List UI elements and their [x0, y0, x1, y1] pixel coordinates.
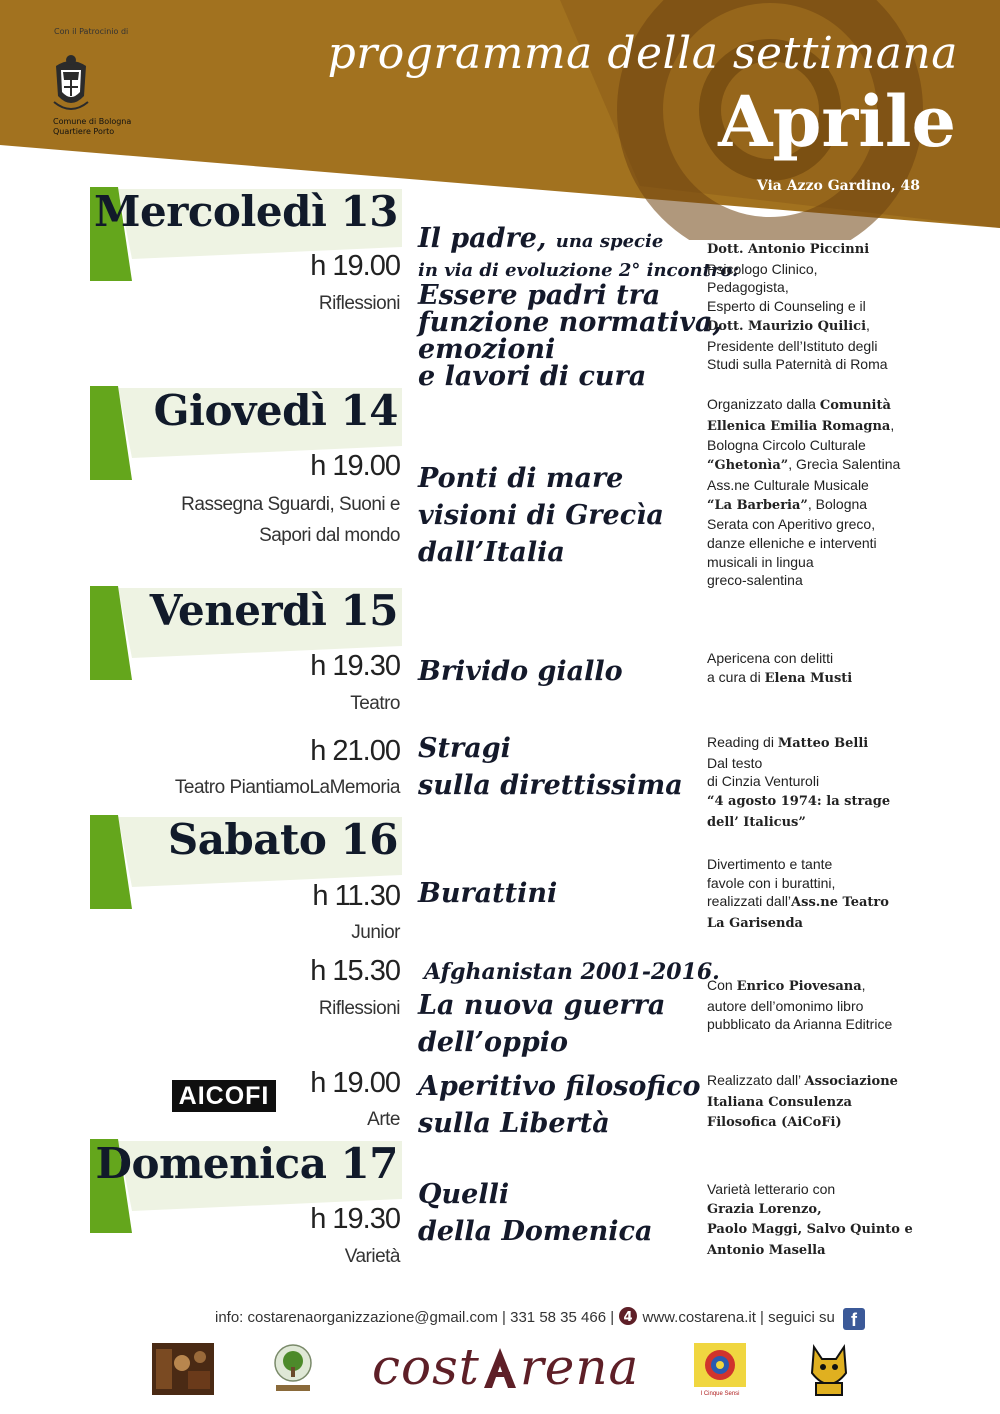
costarena-brand [372, 1338, 639, 1396]
day-label: Mercoledì 13 [94, 187, 398, 236]
event-info [707, 1071, 898, 1133]
comune-label [53, 117, 131, 137]
category-line: Rassegna Sguardi, Suoni e [181, 494, 400, 515]
day-label: Domenica 17 [95, 1139, 398, 1188]
event-title-line: Stragi [418, 733, 511, 764]
info-line: , [890, 416, 895, 433]
event-time: h 11.30 [312, 880, 400, 912]
info-line: Varietà letterario con [707, 1181, 836, 1197]
info-line: Bologna Circolo Culturale [707, 437, 866, 454]
event-title-line: della Domenica [418, 1216, 653, 1247]
info-line: Esperto di Counseling e il [707, 298, 866, 315]
svg-text:4: 4 [623, 1310, 633, 1325]
brand-a-icon [480, 1344, 520, 1392]
month-title: Aprile [718, 80, 956, 163]
info-line: Italiana Consulenza [707, 1094, 852, 1110]
info-line: Pedagogista, [707, 279, 789, 296]
page-title: programma della settimana [327, 28, 958, 79]
cat-mascot-logo-icon [806, 1343, 852, 1399]
info-line: Ass.ne Teatro [791, 895, 889, 911]
event-title-line: Brivido giallo [418, 656, 623, 687]
info-line: dell’ Italicus” [707, 814, 806, 830]
separator: | [502, 1309, 511, 1326]
event-category [181, 489, 400, 551]
info-line: Serata con Aperitivo greco, [707, 516, 876, 533]
event-title-line: emozioni [418, 334, 556, 365]
patronage-label: Con il Patrocinio di [54, 27, 129, 36]
info-line: Realizzato dall’ [707, 1072, 801, 1088]
cinque-sensi-logo [694, 1343, 746, 1397]
info-line: Enrico Piovesana [736, 979, 862, 994]
info-line: Presidente dell’Istituto degli [707, 337, 878, 354]
partner-label: I Cinque Sensi [700, 1391, 740, 1397]
info-line: favole con i burattini, [707, 874, 836, 891]
event-title-line: visioni di Grecìa [418, 500, 664, 531]
painting-logo-icon [152, 1343, 214, 1395]
comune-name: Comune di Bologna [53, 117, 132, 126]
info-line: autore dell’omonimo libro [707, 997, 864, 1014]
day-label: Giovedì 14 [153, 386, 398, 435]
aicofi-logo [172, 1080, 276, 1112]
info-line: Reading di [707, 734, 774, 750]
separator: | [760, 1309, 769, 1326]
info-line: Paolo Maggi, Salvo Quinto e [707, 1222, 913, 1238]
event-title [418, 1068, 701, 1142]
info-line: Matteo Belli [777, 736, 869, 751]
event-title-line: una specie [555, 231, 664, 252]
info-line: Divertimento e tante [707, 856, 833, 872]
event-title [418, 653, 623, 690]
event-title-line: Il padre, [418, 223, 547, 254]
contact-phone: 331 58 35 466 [510, 1309, 607, 1326]
contact-email[interactable]: info: costarenaorganizzazione@gmail.com [215, 1309, 498, 1326]
social-label: seguici su [768, 1309, 835, 1326]
event-info [707, 395, 900, 590]
info-line: Con [707, 977, 733, 993]
event-title-line: funzione normativa, [418, 307, 722, 338]
info-line: Comunità [819, 398, 891, 413]
info-line: , [866, 316, 870, 333]
event-category: Arte [367, 1109, 400, 1130]
info-line: Associazione [804, 1074, 898, 1089]
info-line: , [861, 977, 866, 993]
info-line: Ellenica Emilia Romagna [707, 418, 891, 434]
info-line: La Garisenda [707, 916, 803, 932]
event-time: h 19.00 [310, 250, 400, 282]
event-title-line: Burattini [418, 878, 558, 909]
info-line: di Cinzia Venturoli [707, 773, 820, 790]
info-line: Psicologo Clinico, [707, 260, 818, 277]
footer-contacts [215, 1306, 865, 1330]
info-line: Studi sulla Paternità di Roma [707, 356, 888, 373]
quartiere-name: Quartiere Porto [53, 127, 115, 136]
event-info [707, 733, 890, 833]
info-line: Filosofica (AiCoFi) [707, 1115, 842, 1131]
aicofi-logo-text: AICOFI [178, 1082, 270, 1110]
event-time: h 15.30 [310, 955, 400, 987]
event-info [707, 239, 888, 374]
info-line: Dott. Antonio Piccinni [707, 242, 870, 257]
ancescao-logo-icon [270, 1343, 316, 1395]
brand-text: rena [519, 1338, 640, 1396]
event-category: Riflessioni [318, 293, 400, 314]
event-time: h 21.00 [310, 735, 400, 767]
category-line: Sapori dal mondo [259, 525, 400, 546]
info-line: Organizzato dalla [707, 396, 816, 412]
info-line: , Grecìa Salentina [788, 456, 901, 473]
info-line: Apericena con delitti [707, 650, 834, 666]
info-line: a cura di [707, 668, 761, 685]
event-time: h 19.30 [310, 650, 400, 682]
day-label: Venerdì 15 [149, 586, 398, 635]
event-category: Varietà [344, 1246, 400, 1267]
event-title-line: La nuova guerra [418, 990, 666, 1021]
bologna-crest-icon [50, 52, 92, 116]
event-title [418, 730, 683, 804]
event-title-line: in via di evoluzione 2° incontro: [418, 260, 740, 281]
venue-address: Via Azzo Gardino, 48 [756, 178, 920, 194]
separator: | [610, 1309, 619, 1326]
info-line: greco-salentina [707, 572, 803, 589]
info-line: danze elleniche e interventi [707, 534, 877, 551]
event-title-line: Afghanistan 2001-2016. [424, 959, 720, 985]
info-line: “Ghetonìa” [707, 458, 789, 474]
facebook-icon[interactable]: f [843, 1308, 865, 1330]
event-title-line: dall’Italia [418, 537, 565, 568]
website-link[interactable]: www.costarena.it [642, 1309, 756, 1326]
event-title-line: dell’oppio [418, 1027, 569, 1058]
info-line: Grazia Lorenzo, [707, 1201, 822, 1217]
info-line: Antonio Masella [707, 1243, 826, 1259]
event-title-line: e lavori di cura [418, 361, 647, 392]
info-line: realizzati dall’ [707, 893, 792, 910]
event-info [707, 1180, 913, 1261]
event-category: Junior [351, 922, 400, 943]
cinque-sensi-logo-icon [694, 1343, 746, 1387]
event-info [707, 976, 892, 1034]
event-title [418, 875, 557, 912]
info-line: Dal testo [707, 754, 763, 771]
event-time: h 19.00 [310, 1067, 400, 1099]
event-title-line: Quelli [418, 1179, 510, 1210]
event-title [418, 957, 720, 1061]
event-title-line: sulla direttissima [418, 770, 683, 801]
event-time: h 19.30 [310, 1203, 400, 1235]
info-line: “La Barberia” [707, 497, 808, 513]
event-title-line: Ponti di mare [418, 463, 624, 494]
event-title-line: Essere padri tra [418, 280, 661, 311]
info-line: pubblicato da Arianna Editrice [707, 1016, 893, 1033]
costarena-mark-icon [618, 1306, 638, 1326]
event-info [707, 855, 889, 934]
event-title [418, 220, 739, 390]
info-line: Elena Musti [764, 670, 853, 686]
event-category: Teatro PiantiamoLaMemoria [174, 777, 400, 798]
event-time: h 19.00 [310, 450, 400, 482]
info-line: musicali in lingua [707, 553, 814, 570]
event-title [418, 460, 664, 571]
event-title [418, 1176, 652, 1250]
day-label: Sabato 16 [167, 815, 398, 864]
info-line: Dott. Maurizio Quilici [707, 318, 867, 334]
event-info [707, 649, 852, 688]
event-category: Riflessioni [318, 998, 400, 1019]
info-line: Ass.ne Culturale Musicale [707, 476, 869, 493]
event-title-line: sulla Libertà [418, 1108, 610, 1139]
info-line: “4 agosto 1974: la strage [707, 794, 891, 810]
event-category: Teatro [350, 693, 400, 714]
info-line: , Bologna [807, 495, 868, 512]
event-title-line: Aperitivo filosofico [418, 1071, 701, 1102]
brand-text: cost [372, 1338, 480, 1396]
